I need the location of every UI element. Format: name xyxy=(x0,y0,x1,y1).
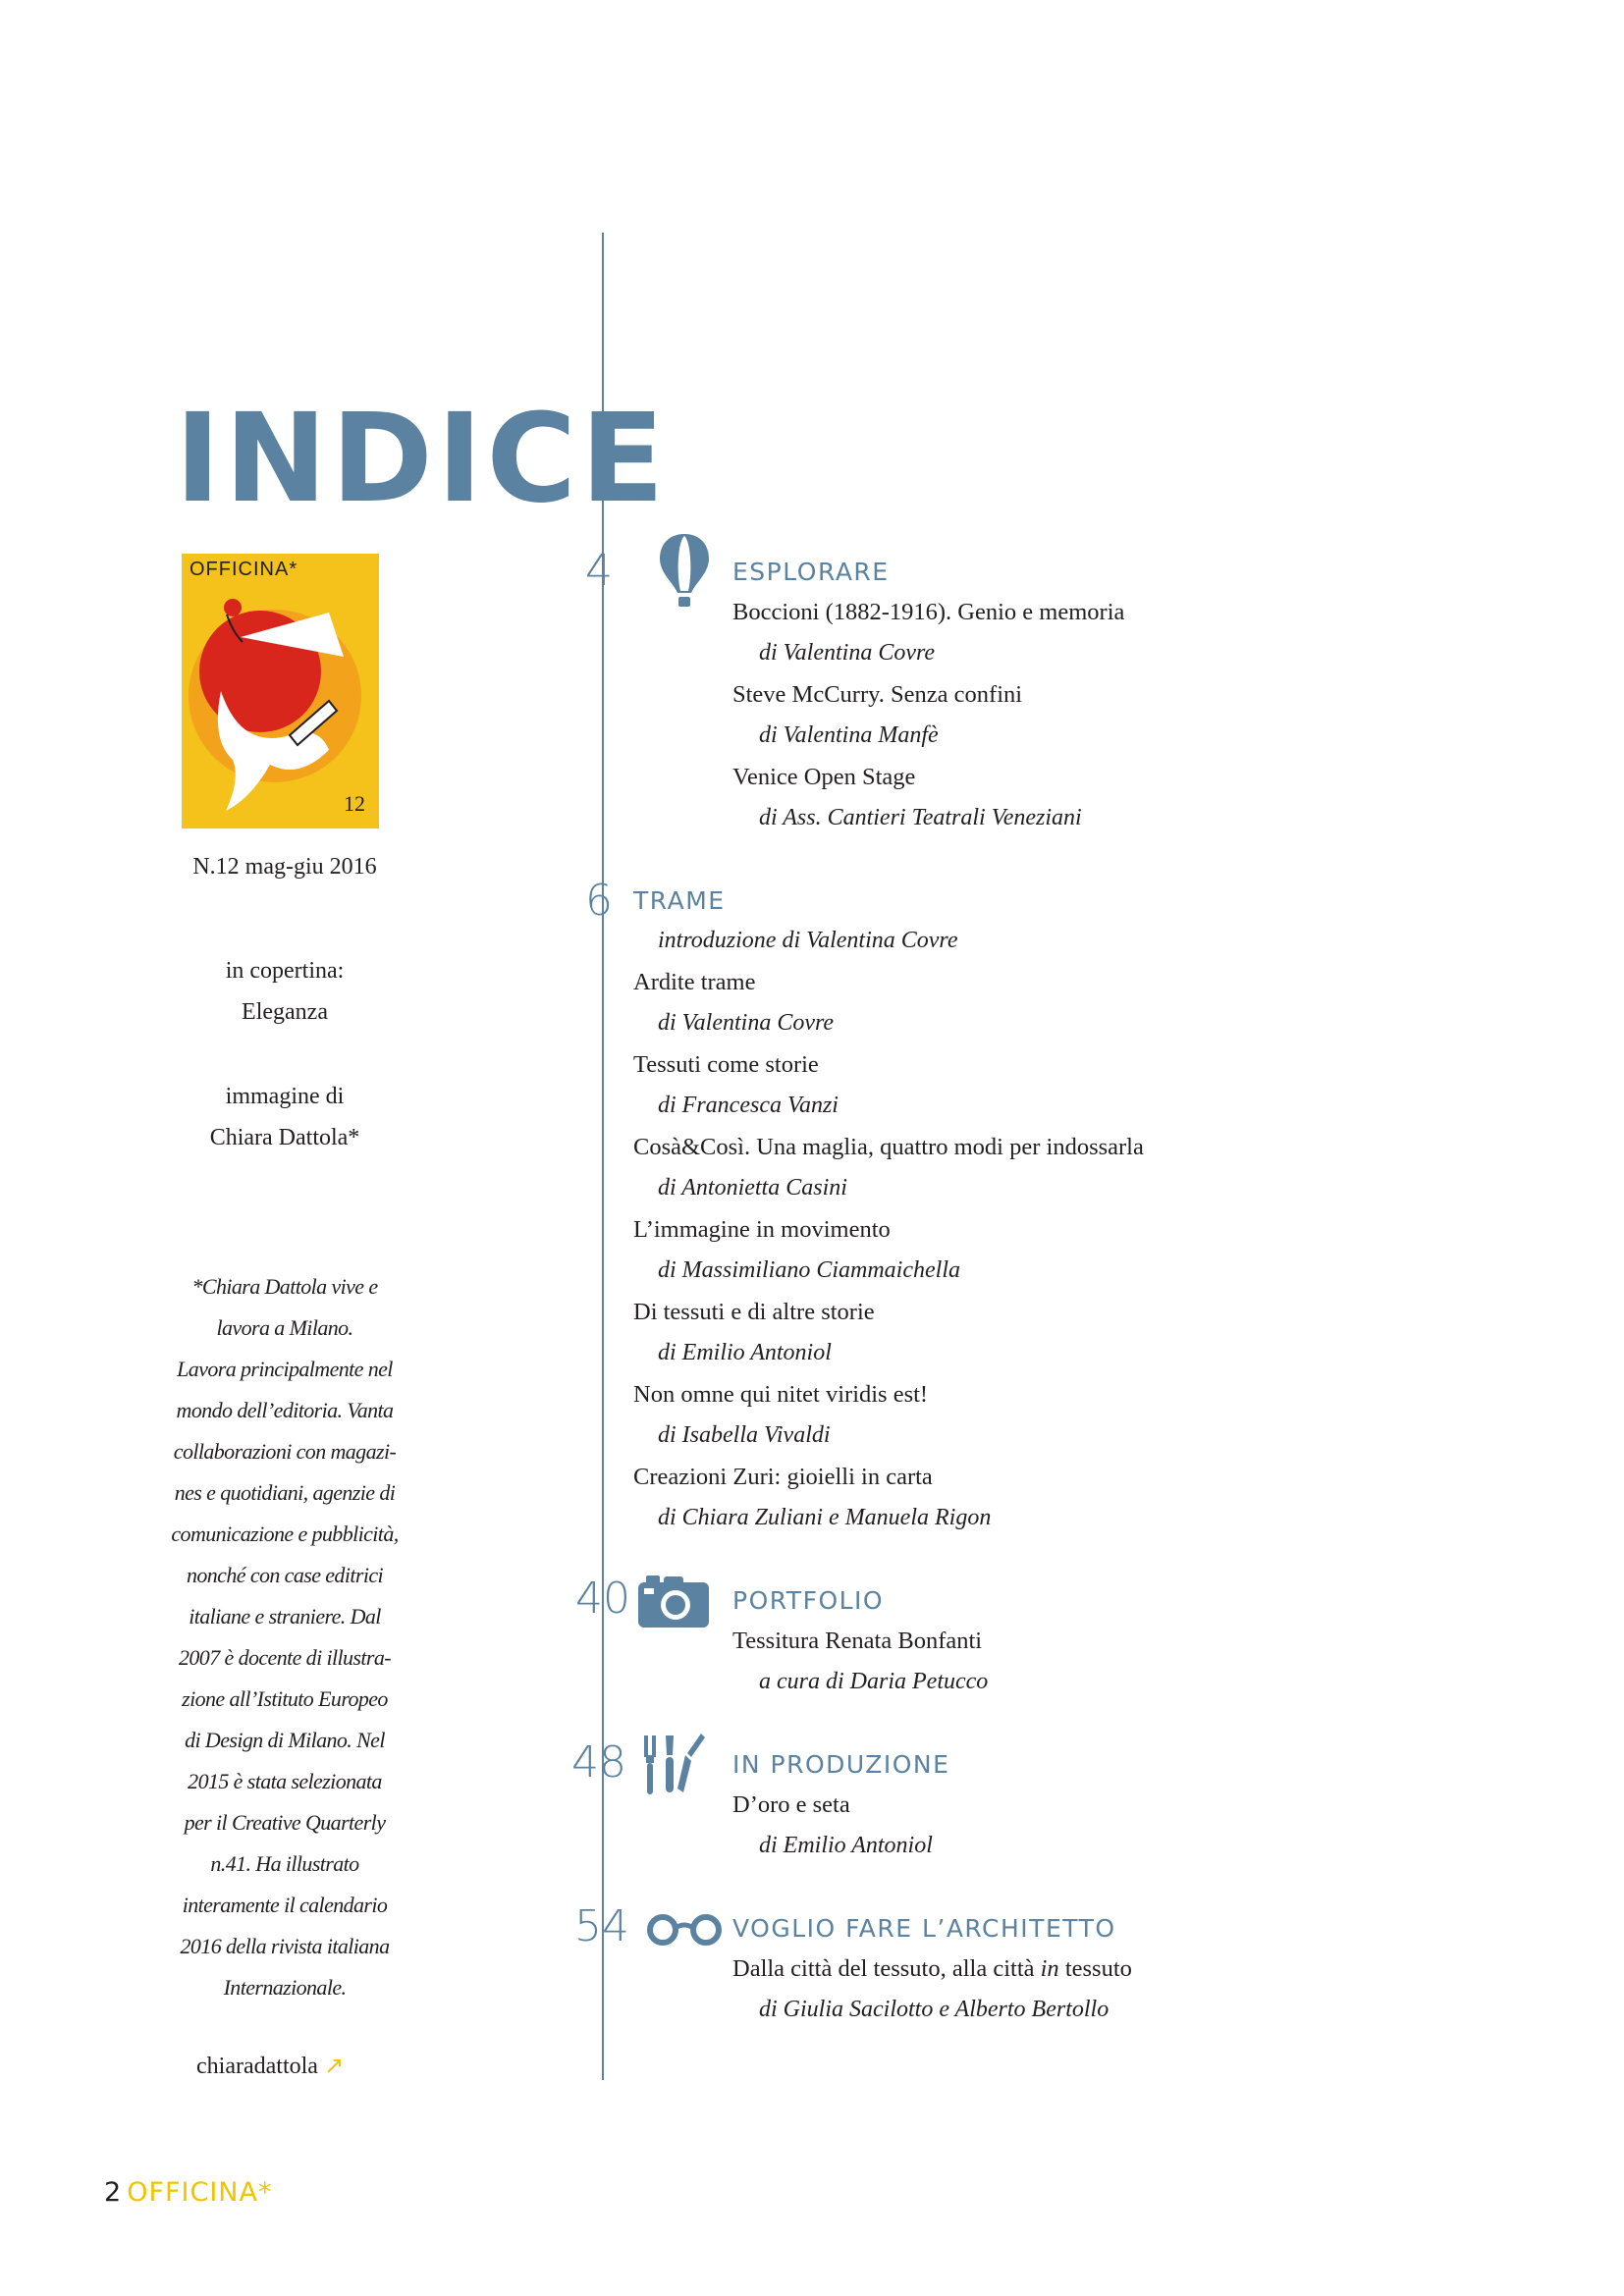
page-footer xyxy=(104,2177,272,2208)
article-author: di Valentina Covre xyxy=(658,1010,835,1036)
article-title-emphasis: in xyxy=(1040,1955,1059,1982)
issue-label: N.12 mag-giu 2016 xyxy=(192,854,377,880)
article-title[interactable]: Non omne qui nitet viridis est! xyxy=(633,1381,929,1408)
article-title[interactable]: Cosà&Così. Una maglia, quattro modi per indossarla xyxy=(633,1134,1144,1160)
glasses-icon xyxy=(646,1913,725,1947)
bio-line: 2015 è stata selezionata xyxy=(188,1769,382,1793)
cover-image xyxy=(182,554,379,828)
page-number: 2 xyxy=(104,2177,122,2208)
section-heading: ESPLORARE xyxy=(732,558,890,586)
section-heading: VOGLIO FARE L’ARCHITETTO xyxy=(732,1914,1116,1943)
article-author: di Emilio Antoniol xyxy=(759,1833,933,1858)
article-author: di Giulia Sacilotto e Alberto Bertollo xyxy=(759,1997,1110,2022)
article-title[interactable]: Steve McCurry. Senza confini xyxy=(732,681,1023,708)
article-author: di Isabella Vivaldi xyxy=(658,1422,831,1448)
image-credit-name: Chiara Dattola* xyxy=(209,1125,360,1150)
bio-line: per il Creative Quarterly xyxy=(184,1810,386,1835)
article-author: di Valentina Manfè xyxy=(759,722,939,748)
cover-caption-title: Eleganza xyxy=(242,999,328,1025)
section-number: 54 xyxy=(574,1901,629,1951)
bio-line: nonché con case editrici xyxy=(186,1563,384,1587)
artist-link-label[interactable]: chiaradattola xyxy=(196,2054,318,2079)
article-author: di Chiara Zuliani e Manuela Rigon xyxy=(658,1505,992,1530)
bio-line: italiane e straniere. Dal xyxy=(189,1604,381,1629)
bio-line: interamente il calendario xyxy=(182,1893,388,1917)
bio-line: *Chiara Dattola vive e xyxy=(191,1274,378,1299)
artist-link[interactable] xyxy=(196,2052,344,2080)
section-number: 48 xyxy=(571,1737,626,1788)
article-title[interactable]: Boccioni (1882-1916). Genio e memoria xyxy=(732,599,1125,625)
section-intro: introduzione di Valentina Covre xyxy=(658,928,958,953)
image-credit-label: immagine di xyxy=(225,1084,345,1109)
footer-brand: OFFICINA* xyxy=(127,2177,273,2208)
page-title: INDICE xyxy=(175,388,669,530)
bio-line: lavora a Milano. xyxy=(216,1315,353,1340)
article-title[interactable]: Tessuti come storie xyxy=(633,1051,819,1078)
article-title[interactable]: Di tessuti e di altre storie xyxy=(633,1299,875,1325)
article-author: di Valentina Covre xyxy=(759,640,936,666)
bio-line: 2007 è docente di illustra- xyxy=(179,1645,391,1670)
section-heading: PORTFOLIO xyxy=(732,1586,885,1615)
article-author: di Francesca Vanzi xyxy=(658,1093,839,1118)
bio-line: Internazionale. xyxy=(223,1975,347,2000)
article-author: di Massimiliano Ciammaichella xyxy=(658,1257,960,1283)
artist-bio xyxy=(157,1266,412,2008)
bio-line: zione all’Istituto Europeo xyxy=(182,1686,388,1711)
tools-icon xyxy=(640,1732,707,1798)
bio-line: di Design di Milano. Nel xyxy=(185,1728,385,1752)
bio-line: n.41. Ha illustrato xyxy=(210,1851,359,1876)
hot-air-balloon-icon xyxy=(658,532,711,611)
article-title[interactable]: L’immagine in movimento xyxy=(633,1216,891,1243)
article-author: di Emilio Antoniol xyxy=(658,1340,832,1365)
article-author: di Antonietta Casini xyxy=(658,1175,847,1201)
article-title[interactable]: Venice Open Stage xyxy=(732,764,916,790)
section-number: 40 xyxy=(575,1574,630,1624)
bio-line: nes e quotidiani, agenzie di xyxy=(174,1480,396,1505)
section-number: 4 xyxy=(585,546,613,596)
section-heading: TRAME xyxy=(633,886,726,915)
section-number: 6 xyxy=(585,876,613,926)
cover-number: 12 xyxy=(344,791,365,816)
article-title[interactable] xyxy=(732,1955,1132,1983)
article-author: di Ass. Cantieri Teatrali Veneziani xyxy=(759,805,1082,830)
bio-line: mondo dell’editoria. Vanta xyxy=(176,1398,394,1422)
bio-line: comunicazione e pubblicità, xyxy=(171,1522,399,1546)
article-author: a cura di Daria Petucco xyxy=(759,1669,989,1694)
bio-line: Lavora principalmente nel xyxy=(177,1357,393,1381)
cover-caption-label: in copertina: xyxy=(225,958,345,984)
bio-line: collaborazioni con magazi- xyxy=(173,1439,397,1464)
camera-icon xyxy=(636,1573,711,1629)
article-title[interactable]: Creazioni Zuri: gioielli in carta xyxy=(633,1464,933,1490)
article-title-part: tessuto xyxy=(1058,1955,1132,1982)
arrow-up-right-icon: ↗ xyxy=(323,2052,345,2079)
article-title[interactable]: Tessitura Renata Bonfanti xyxy=(732,1628,983,1654)
cover-brand: OFFICINA* xyxy=(189,559,298,580)
cover-illustration xyxy=(182,554,379,828)
article-title-part: Dalla città del tessuto, alla città xyxy=(732,1955,1041,1982)
article-title[interactable]: D’oro e seta xyxy=(732,1791,850,1818)
article-title[interactable]: Ardite trame xyxy=(633,969,756,995)
bio-line: 2016 della rivista italiana xyxy=(180,1934,390,1958)
section-heading: IN PRODUZIONE xyxy=(732,1750,950,1779)
